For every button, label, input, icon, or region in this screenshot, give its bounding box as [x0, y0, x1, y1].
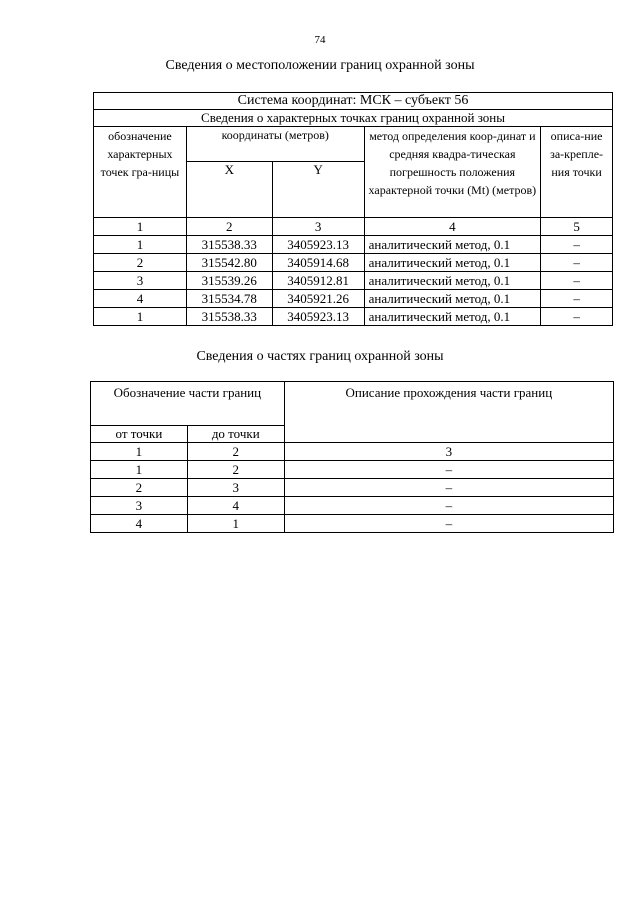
- method-value: аналитический метод, 0.1: [364, 254, 541, 272]
- col-number: 4: [364, 218, 541, 236]
- to-point: 1: [187, 515, 284, 533]
- col-from: от точки: [91, 426, 188, 443]
- to-point: 2: [187, 461, 284, 479]
- col-number: 1: [91, 443, 188, 461]
- from-point: 1: [91, 461, 188, 479]
- fix-value: –: [541, 308, 613, 326]
- from-point: 4: [91, 515, 188, 533]
- col-number: 3: [272, 218, 364, 236]
- col-y: Y: [272, 162, 364, 218]
- fix-value: –: [541, 236, 613, 254]
- point-id: 2: [94, 254, 187, 272]
- characteristic-points-table: [93, 92, 613, 326]
- table-row: [94, 272, 613, 290]
- y-value: 3405914.68: [272, 254, 364, 272]
- col-fix: описа-ние за-крепле-ния точки: [541, 127, 613, 218]
- col-method: метод определения коор-динат и средняя квадра-тическая погрешность положения характерной точки (Mt) (метров): [364, 127, 541, 218]
- point-id: 1: [94, 236, 187, 254]
- x-value: 315538.33: [186, 236, 272, 254]
- coord-system-header: Система координат: МСК – субъект 56: [94, 93, 613, 110]
- table-row: [94, 290, 613, 308]
- table-row: [94, 254, 613, 272]
- method-value: аналитический метод, 0.1: [364, 308, 541, 326]
- col-number: 2: [187, 443, 284, 461]
- col-number: 2: [186, 218, 272, 236]
- col-point-label: обозначение характерных точек гра-ницы: [94, 127, 187, 218]
- x-value: 315542.80: [186, 254, 272, 272]
- table-row: [91, 497, 614, 515]
- col-number: 3: [284, 443, 613, 461]
- table-row: [91, 461, 614, 479]
- y-value: 3405923.13: [272, 308, 364, 326]
- point-id: 1: [94, 308, 187, 326]
- point-id: 4: [94, 290, 187, 308]
- section-title-parts: Сведения о частях границ охранной зоны: [196, 349, 444, 364]
- y-value: 3405921.26: [272, 290, 364, 308]
- from-point: 2: [91, 479, 188, 497]
- fix-value: –: [541, 254, 613, 272]
- section-title-location: Сведения о местоположении границ охранной зоны: [165, 58, 475, 73]
- description: –: [284, 461, 613, 479]
- to-point: 3: [187, 479, 284, 497]
- col-part-label: Обозначение части границ: [91, 382, 285, 426]
- method-value: аналитический метод, 0.1: [364, 290, 541, 308]
- char-points-caption: Сведения о характерных точках границ охранной зоны: [94, 110, 613, 127]
- description: –: [284, 479, 613, 497]
- col-number: 5: [541, 218, 613, 236]
- table-row: [91, 515, 614, 533]
- description: –: [284, 515, 613, 533]
- col-coords: координаты (метров): [186, 127, 364, 162]
- fix-value: –: [541, 290, 613, 308]
- from-point: 3: [91, 497, 188, 515]
- description: –: [284, 497, 613, 515]
- x-value: 315534.78: [186, 290, 272, 308]
- table-row: [94, 308, 613, 326]
- table-row: [94, 236, 613, 254]
- col-number: 1: [94, 218, 187, 236]
- point-id: 3: [94, 272, 187, 290]
- y-value: 3405923.13: [272, 236, 364, 254]
- y-value: 3405912.81: [272, 272, 364, 290]
- page-number: 74: [314, 34, 326, 46]
- to-point: 4: [187, 497, 284, 515]
- col-to: до точки: [187, 426, 284, 443]
- method-value: аналитический метод, 0.1: [364, 236, 541, 254]
- x-value: 315539.26: [186, 272, 272, 290]
- method-value: аналитический метод, 0.1: [364, 272, 541, 290]
- table-row: [91, 479, 614, 497]
- col-description: Описание прохождения части границ: [284, 382, 613, 443]
- col-x: X: [186, 162, 272, 218]
- boundary-parts-table: [90, 381, 614, 533]
- fix-value: –: [541, 272, 613, 290]
- x-value: 315538.33: [186, 308, 272, 326]
